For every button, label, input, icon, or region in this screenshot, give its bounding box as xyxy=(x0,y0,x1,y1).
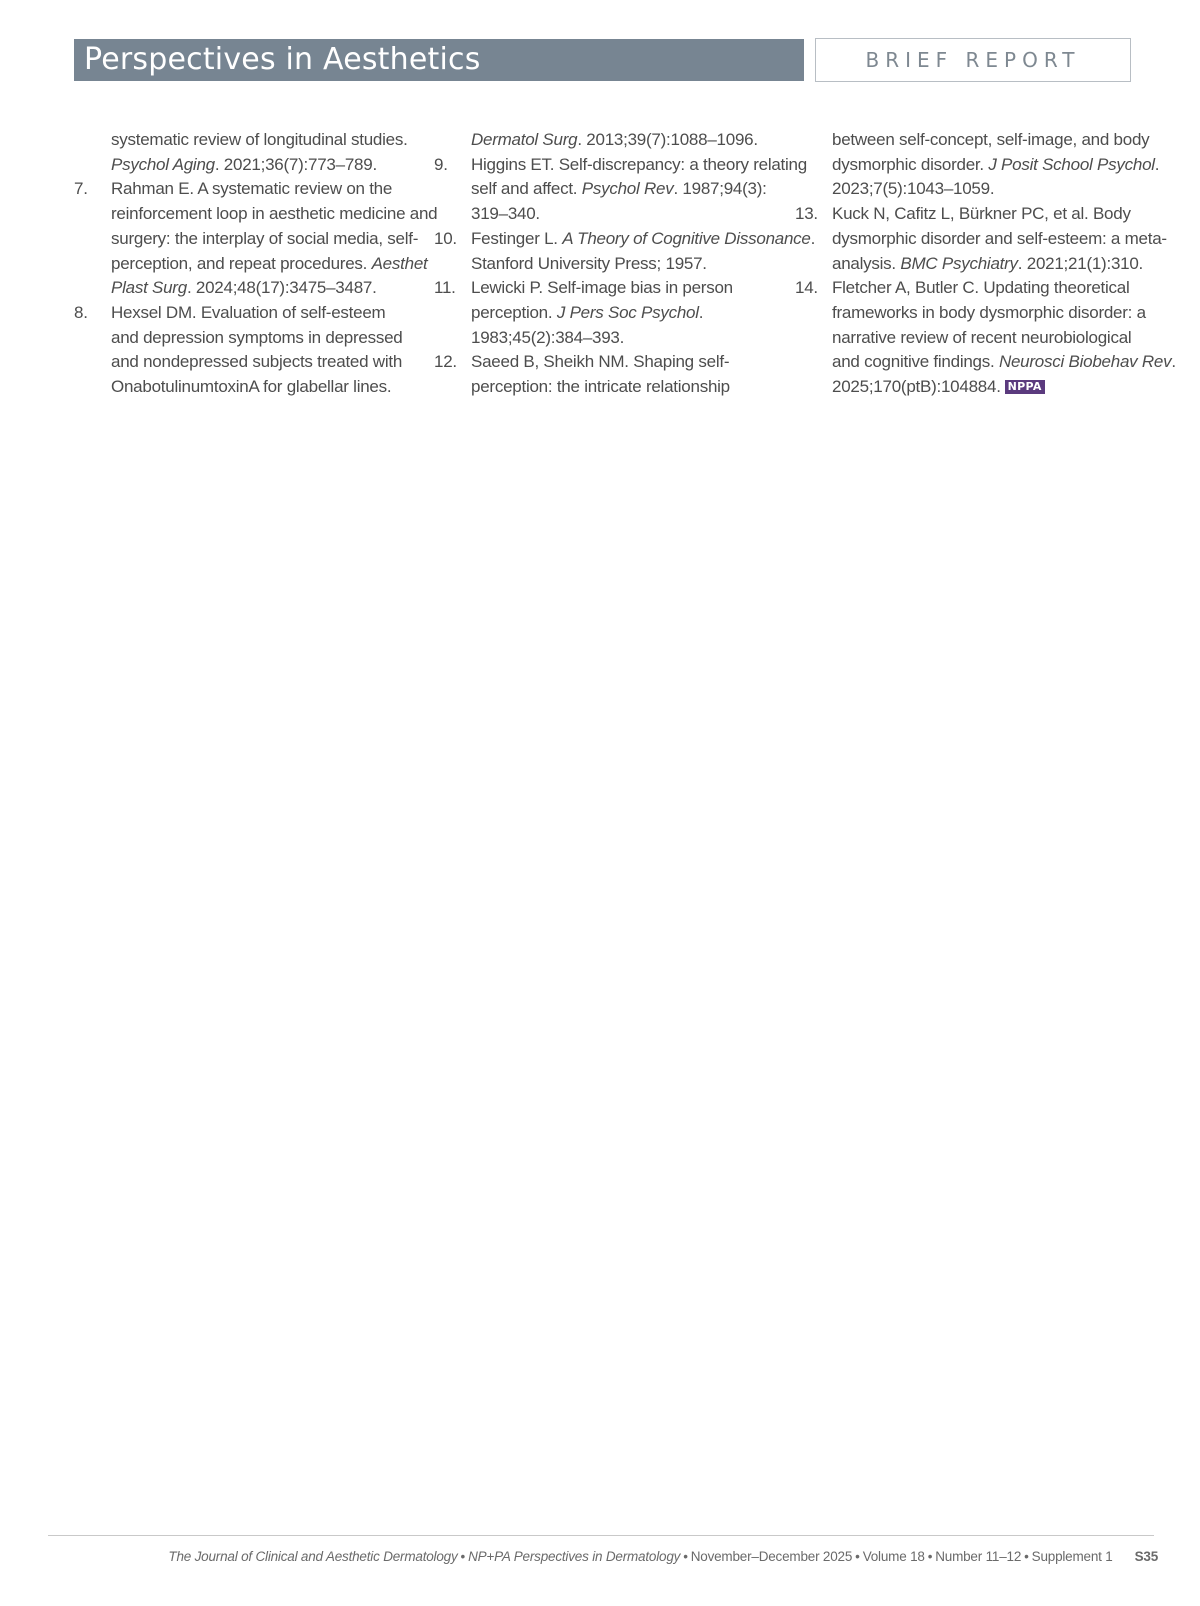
reference-continuation xyxy=(74,128,419,177)
reference-line: 2025;170(ptB):104884. NPPA xyxy=(832,375,1140,400)
reference-line: and depression symptoms in depressed xyxy=(111,327,403,347)
reference-line: 1983;45(2):384–393. xyxy=(471,327,625,347)
reference-line: analysis. BMC Psychiatry. 2021;21(1):310. xyxy=(832,253,1144,273)
reference-line: surgery: the interplay of social media, self- xyxy=(111,228,419,248)
reference-line: dysmorphic disorder and self-esteem: a meta- xyxy=(832,228,1167,248)
reference-line: perception. J Pers Soc Psychol. xyxy=(471,302,704,322)
reference-line: Saeed B, Sheikh NM. Shaping self- xyxy=(471,352,730,372)
reference-line: Lewicki P. Self-image bias in person xyxy=(471,278,733,298)
book-title: A Theory of Cognitive Dissonance xyxy=(562,228,811,248)
reference-line: reinforcement loop in aesthetic medicine and xyxy=(111,204,438,224)
reference-line: Hexsel DM. Evaluation of self-esteem xyxy=(111,302,386,322)
journal-name: J Posit School Psychol xyxy=(988,154,1155,174)
footer-supplement: Supplement 1 xyxy=(1031,1549,1113,1564)
reference-number: 8. xyxy=(74,302,88,322)
reference-line: Stanford University Press; 1957. xyxy=(471,253,707,273)
reference-line: 2023;7(5):1043–1059. xyxy=(832,179,995,199)
reference-line: dysmorphic disorder. J Posit School Psychol. xyxy=(832,154,1160,174)
footer-volume: Volume 18 xyxy=(862,1549,925,1564)
reference-continuation xyxy=(795,128,1160,202)
journal-name: Aesthet xyxy=(371,253,428,273)
footer-number: Number 11–12 xyxy=(935,1549,1022,1564)
journal-name: Plast Surg xyxy=(111,278,187,298)
footer-supplement-title: NP+PA Perspectives in Dermatology xyxy=(468,1549,681,1564)
page-footer: The Journal of Clinical and Aesthetic Dermatology • NP+PA Perspectives in Dermatology • November–December 2025 • Volume 18 • Number 11–12 • Supplement 1 S35 xyxy=(168,1549,1158,1564)
reference-number: 10. xyxy=(434,228,457,248)
reference-line: OnabotulinumtoxinA for glabellar lines. xyxy=(111,377,392,397)
reference-number: 13. xyxy=(795,204,818,224)
section-title: Perspectives in Aesthetics xyxy=(84,42,481,77)
reference-14 xyxy=(795,276,1176,400)
reference-12 xyxy=(434,350,779,399)
reference-line: 319–340. xyxy=(471,204,540,224)
reference-line: Plast Surg. 2024;48(17):3475–3487. xyxy=(111,278,377,298)
reference-number: 7. xyxy=(74,179,88,199)
report-type-box xyxy=(815,38,1131,82)
report-type-label: BRIEF REPORT xyxy=(865,48,1081,72)
nppa-badge: NPPA xyxy=(1005,380,1045,394)
section-banner xyxy=(74,39,804,81)
reference-number: 9. xyxy=(434,154,448,174)
reference-number: 12. xyxy=(434,352,457,372)
journal-name: Neurosci Biobehav Rev xyxy=(998,352,1172,372)
reference-11 xyxy=(434,276,779,350)
reference-line: Fletcher A, Butler C. Updating theoretical xyxy=(832,278,1130,298)
footer-rule xyxy=(48,1535,1154,1536)
reference-line: frameworks in body dysmorphic disorder: a xyxy=(832,302,1146,322)
reference-line: perception, and repeat procedures. Aesthet xyxy=(111,253,428,273)
journal-name: Psychol Rev xyxy=(581,179,674,199)
reference-8 xyxy=(74,301,419,400)
references-column-3 xyxy=(795,128,1176,400)
reference-number: 14. xyxy=(795,278,818,298)
reference-line: perception: the intricate relationship xyxy=(471,377,730,397)
reference-line: Higgins ET. Self-discrepancy: a theory relating xyxy=(471,154,807,174)
reference-line: Psychol Aging. 2021;36(7):773–789. xyxy=(111,154,377,174)
reference-line: narrative review of recent neurobiological xyxy=(832,327,1132,347)
reference-10 xyxy=(434,227,816,276)
journal-name: Psychol Aging xyxy=(111,154,215,174)
reference-line: Rahman E. A systematic review on the xyxy=(111,179,393,199)
reference-number: 11. xyxy=(434,278,456,298)
reference-continuation xyxy=(434,128,779,153)
reference-line: between self-concept, self-image, and body xyxy=(832,130,1150,149)
reference-line: self and affect. Psychol Rev. 1987;94(3): xyxy=(471,179,767,199)
journal-name: BMC Psychiatry xyxy=(900,253,1018,273)
reference-line: and cognitive findings. Neurosci Biobehav Rev. xyxy=(832,352,1176,372)
page-number: S35 xyxy=(1134,1549,1158,1564)
reference-line: Dermatol Surg. 2013;39(7):1088–1096. xyxy=(471,130,758,149)
reference-13 xyxy=(795,202,1167,276)
journal-name: J Pers Soc Psychol xyxy=(556,302,699,322)
footer-date: November–December 2025 xyxy=(690,1549,853,1564)
reference-7 xyxy=(74,177,438,301)
footer-journal: The Journal of Clinical and Aesthetic Dermatology xyxy=(168,1549,458,1564)
journal-name: Dermatol Surg xyxy=(471,130,578,149)
reference-line: and nondepressed subjects treated with xyxy=(111,352,403,372)
reference-line: systematic review of longitudinal studies. xyxy=(111,130,408,149)
references-column-1 xyxy=(74,128,438,400)
reference-line: Festinger L. A Theory of Cognitive Dissonance. xyxy=(471,228,816,248)
reference-line: Kuck N, Cafitz L, Bürkner PC, et al. Body xyxy=(832,204,1131,224)
